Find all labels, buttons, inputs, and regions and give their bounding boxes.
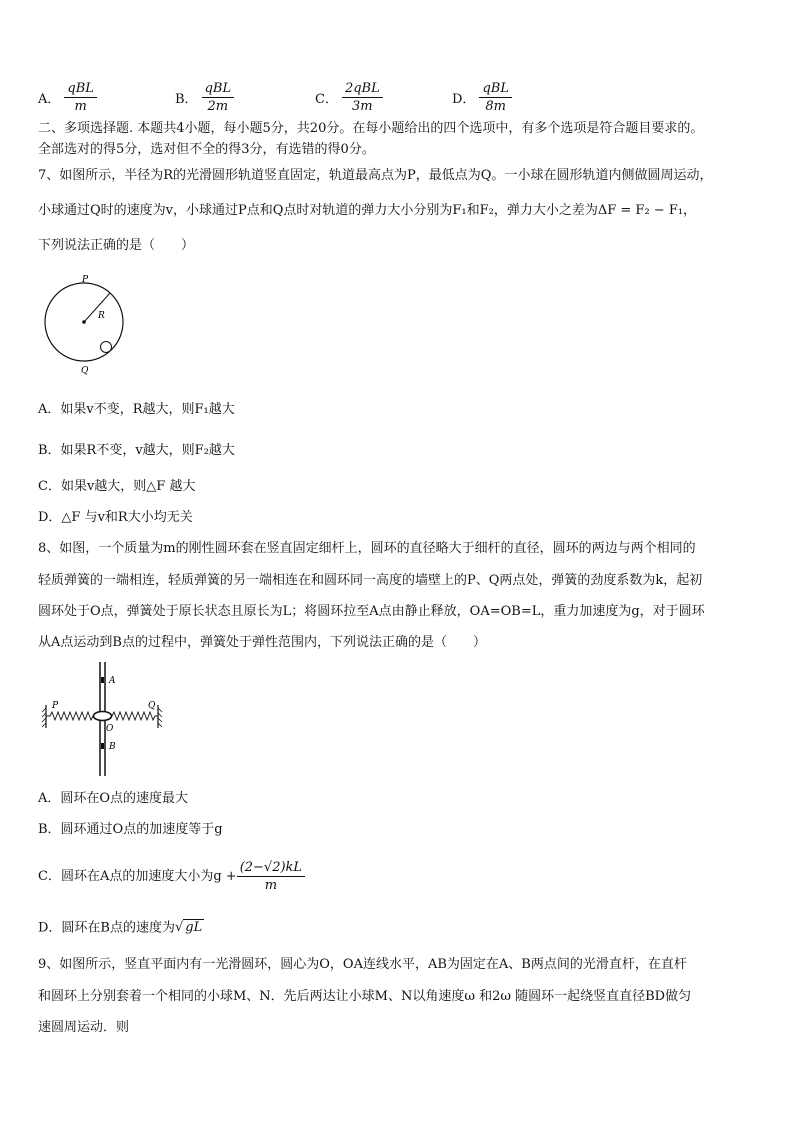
option-label: B． (175, 92, 198, 107)
top-option-b (175, 80, 234, 115)
numerator: qBL (64, 80, 97, 98)
denominator: 8m (485, 99, 506, 114)
q7-line1: 7、如图所示，半径为R的光滑圆形轨道竖直固定，轨道最高点为P，最低点为Q。一小球在圆形轨道内侧做圆周运动， (38, 168, 713, 183)
label-p: P (82, 275, 89, 285)
q7-option-d: D．△F 与v和R大小均无关 (38, 510, 193, 525)
right-spring (109, 712, 158, 720)
q8-option-c (38, 858, 305, 896)
fraction (64, 80, 97, 115)
q8-line1: 8、如图，一个质量为m的刚性圆环套在竖直固定细杆上，圆环的直径略大于细杆的直径，圆环的两边与两个相同的 (38, 541, 696, 556)
label-a: A (109, 676, 116, 686)
denominator: m (74, 99, 87, 114)
option-label: A． (38, 92, 61, 107)
label-q: Q (148, 701, 156, 711)
q8-option-d (38, 918, 204, 939)
q7-circle-figure (38, 270, 128, 376)
option-label: C． (315, 92, 338, 107)
q8-option-b: B．圆环通过O点的加速度等于g (38, 822, 223, 837)
top-option-a (38, 80, 97, 115)
option-c-text: C．圆环在A点的加速度大小为g + (38, 869, 237, 884)
numerator: qBL (479, 80, 512, 98)
q7-option-c: C．如果v越大，则△F 越大 (38, 479, 196, 494)
q7-option-a: A．如果v不变，R越大，则F₁越大 (38, 402, 235, 417)
label-q: Q (81, 366, 89, 376)
denominator: 3m (352, 99, 373, 114)
q7-line2: 小球通过Q时的速度为v，小球通过P点和Q点时对轨道的弹力大小分别为F₁和F₂，弹力大小之差为ΔF = F₂ − F₁， (38, 203, 697, 218)
ring (94, 712, 112, 721)
label-b: B (109, 742, 116, 752)
q9-line3: 速圆周运动．则 (38, 1020, 130, 1035)
q8-option-a: A．圆环在O点的速度最大 (38, 791, 189, 806)
q8-line2: 轻质弹簧的一端相连，轻质弹簧的另一端相连在和圆环同一高度的墙壁上的P、Q两点处，弹簧的劲度系数为k，起初 (38, 573, 703, 588)
numerator: 2qBL (342, 80, 383, 98)
small-ball (101, 342, 112, 353)
fraction (342, 80, 383, 115)
q7-option-b: B．如果R不变，v越大，则F₂越大 (38, 443, 235, 458)
sqrt-expression: √ gL (174, 920, 203, 935)
q8-line3: 圆环处于O点，弹簧处于原长状态且原长为L；将圆环拉至A点由静止释放，OA=OB=L，重力加速度为g，对于圆环 (38, 604, 705, 619)
marker-a (101, 677, 104, 683)
numerator: qBL (202, 80, 235, 98)
label-r: R (98, 311, 105, 321)
left-spring (46, 712, 96, 720)
denominator: 2m (207, 99, 229, 114)
label-o: O (106, 724, 114, 734)
numerator: (2−√2)kL (237, 859, 305, 877)
section2-line2: 全部选对的得5分，选对但不全的得3分，有选错的得0分。 (38, 142, 375, 157)
option-label: D． (452, 92, 476, 107)
fraction (237, 859, 305, 894)
q9-line1: 9、如图所示，竖直平面内有一光滑圆环，圆心为O，OA连线水平，AB为固定在A、B两点间的光滑直杆，在直杆 (38, 957, 687, 972)
fraction (479, 80, 512, 115)
top-option-c (315, 80, 383, 115)
label-p: P (52, 701, 59, 711)
section2-line1: 二、多项选择题. 本题共4小题，每小题5分，共20分。在每小题给出的四个选项中，有多个选项是符合题目要求的。 (38, 121, 704, 136)
q9-line2: 和圆环上分别套着一个相同的小球M、N．先后两达让小球M、N以角速度ω 和2ω 随圆环一起绕竖直直径BD做匀 (38, 989, 692, 1004)
q8-spring-figure (40, 660, 170, 780)
radicand: gL (185, 920, 203, 935)
q8-line4: 从A点运动到B点的过程中，弹簧处于弹性范围内，下列说法正确的是（ ） (38, 635, 486, 650)
radius-line (84, 293, 110, 322)
fraction (202, 80, 235, 115)
denominator: m (264, 878, 278, 893)
top-option-d (452, 80, 512, 115)
option-d-text: D．圆环在B点的速度为 (38, 920, 175, 936)
q7-line3: 下列说法正确的是（ ） (38, 238, 195, 253)
right-wall-hatch (158, 708, 162, 727)
marker-b (101, 743, 104, 749)
